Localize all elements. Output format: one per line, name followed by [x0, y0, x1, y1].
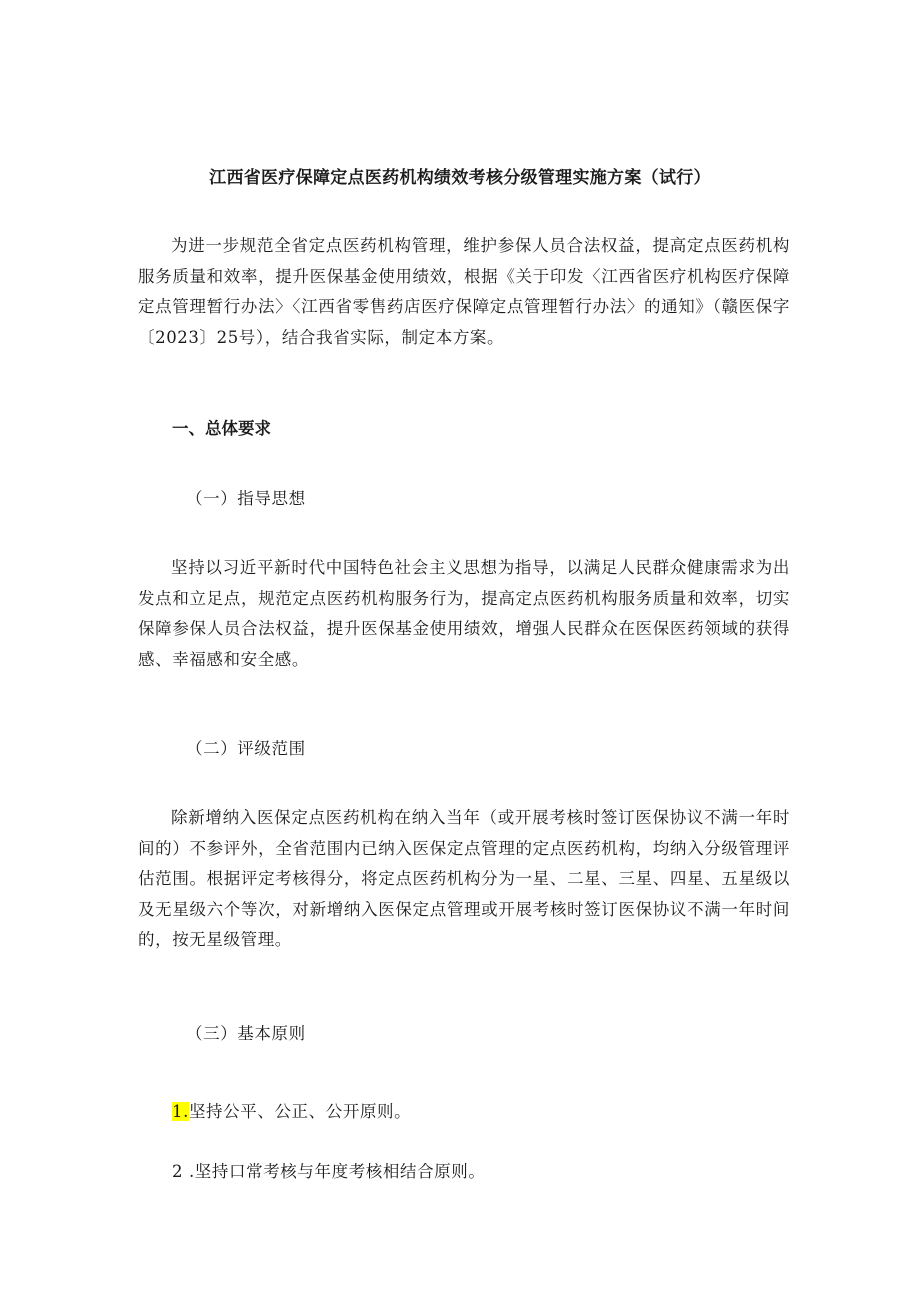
intro-paragraph: 为进一步规范全省定点医药机构管理，维护参保人员合法权益，提高定点医药机构服务质量和效率，提升医保基金使用绩效，根据《关于印发〈江西省医疗机构医疗保障定点管理暂行办法〉〈江西省零售药店医疗保障定点管理暂行办法〉的通知》（赣医保字〔2023〕25号），结合我省实际，制定本方案。: [138, 236, 790, 347]
subsection-heading-basic-principles: （三）基本原则: [186, 1024, 306, 1043]
subsection-heading-rating-scope: （二）评级范围: [186, 739, 306, 758]
principle-text-1: 坚持公平、公正、公开原则。: [188, 1102, 412, 1121]
guiding-ideology-paragraph: 坚持以习近平新时代中国特色社会主义思想为指导，以满足人民群众健康需求为出发点和立足点，规范定点医药机构服务行为，提高定点医药机构服务质量和效率，切实保障参保人员合法权益，提升医保基金使用绩效，增强人民群众在医保医药领域的获得感、幸福感和安全感。: [138, 558, 790, 669]
document-title: 江西省医疗保障定点医药机构绩效考核分级管理实施方案（试行）: [209, 168, 711, 188]
principle-item-1: [172, 1100, 411, 1124]
rating-scope-paragraph: 除新增纳入医保定点医药机构在纳入当年（或开展考核时签订医保协议不满一年时间的）不参评外，全省范围内已纳入医保定点管理的定点医药机构，均纳入分级管理评估范围。根据评定考核得分，将定点医药机构分为一星、二星、三星、四星、五星级以及无星级六个等次，对新增纳入医保定点管理或开展考核时签订医保协议不满一年时间的，按无星级管理。: [138, 808, 790, 949]
principle-marker-1: 1.: [172, 1102, 189, 1121]
subsection-heading-guiding-ideology: （一）指导思想: [186, 489, 306, 508]
section-heading-general-requirements: 一、总体要求: [172, 419, 271, 438]
principle-marker-2: 2 .: [172, 1162, 195, 1181]
principle-item-2: [172, 1160, 486, 1184]
principle-text-2: 坚持口常考核与年度考核相结合原则。: [194, 1162, 486, 1181]
